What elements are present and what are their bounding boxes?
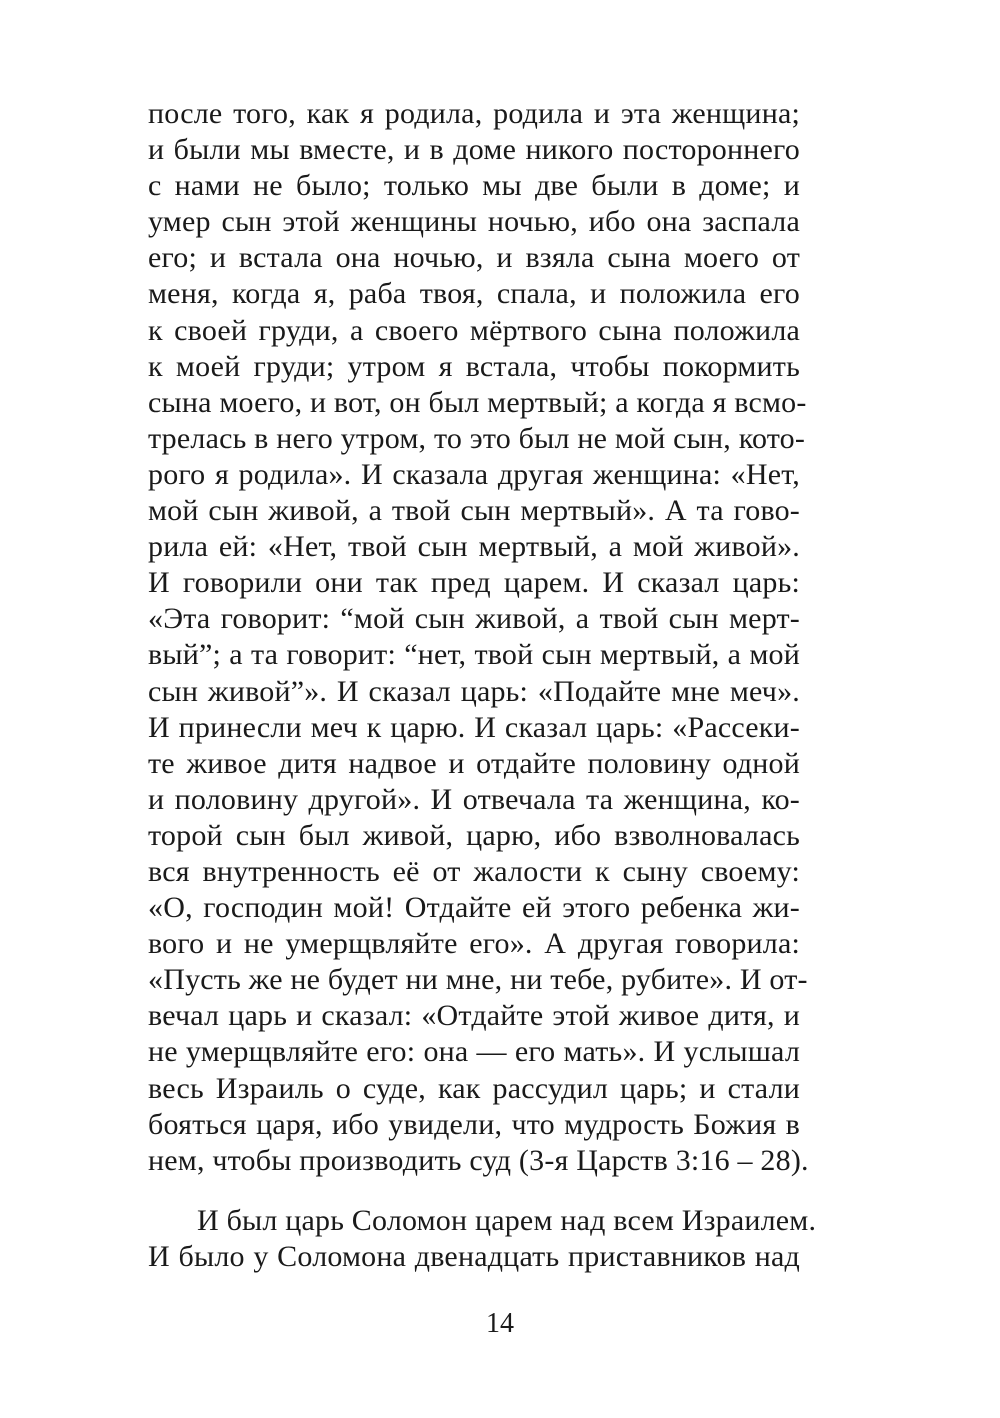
text-line: и половину другой». И отвечала та женщина, ко-: [148, 782, 800, 816]
text-line: И принесли меч к царю. И сказал царь: «Рассеки-: [148, 710, 800, 744]
text-line: вечал царь и сказал: «Отдайте этой живое дитя, и: [148, 999, 800, 1033]
text-line: вся внутренность её от жалости к сыну своему:: [148, 854, 800, 888]
text-line: весь Израиль о суде, как рассудил царь; и стали: [148, 1071, 800, 1105]
text-line: рила ей: «Нет, твой сын мертвый, а мой живой».: [148, 530, 800, 564]
text-line: мой сын живой, а твой сын мертвый». А та гово-: [148, 494, 800, 528]
text-line: «О, господин мой! Отдайте ей этого ребенка жи-: [148, 891, 800, 925]
page-number: 14: [486, 1308, 514, 1339]
text-line: И говорили они так пред царем. И сказал царь:: [148, 566, 800, 600]
text-line: нем, чтобы производить суд (3-я Царств 3:16 – 28).: [148, 1143, 809, 1177]
text-line: бояться царя, ибо увидели, что мудрость Божия в: [148, 1107, 800, 1141]
text-line: «Пусть же не будет ни мне, ни тебе, рубите». И от-: [148, 963, 808, 997]
text-line: вый”; а та говорит: “нет, твой сын мертвый, а мой: [148, 638, 800, 672]
text-line: меня, когда я, раба твоя, спала, и положила его: [148, 277, 800, 311]
text-line: сын живой”». И сказал царь: «Подайте мне меч».: [148, 674, 800, 708]
text-line: трелась в него утром, то это был не мой сын, кото-: [148, 421, 806, 455]
text-line: те живое дитя надвое и отдайте половину одной: [148, 746, 800, 780]
text-line: с нами не было; только мы две были в доме; и: [148, 169, 800, 203]
text-line: И было у Соломона двенадцать приставников над: [148, 1240, 800, 1274]
text-line: к моей груди; утром я встала, чтобы покормить: [148, 349, 800, 383]
text-line: его; и встала она ночью, и взяла сына моего от: [148, 241, 800, 275]
text-line: не умерщвляйте его: она — его мать». И услышал: [148, 1035, 800, 1069]
text-line: «Эта говорит: “мой сын живой, а твой сын мерт-: [148, 602, 800, 636]
body-paragraph-next: [148, 1203, 817, 1275]
text-line: рого я родила». И сказала другая женщина: «Нет,: [148, 457, 800, 491]
text-line: умер сын этой женщины ночью, ибо она заспала: [148, 205, 800, 239]
text-line: после того, как я родила, родила и эта женщина;: [148, 97, 800, 130]
text-line: и были мы вместе, и в доме никого постороннего: [148, 133, 800, 167]
text-line: И был царь Соломон царем над всем Израилем.: [197, 1204, 817, 1237]
text-line: к своей груди, а своего мёртвого сына положила: [148, 313, 800, 347]
body-paragraph: [148, 96, 809, 1179]
text-line: сына моего, и вот, он был мертвый; а когда я всмо-: [148, 385, 807, 419]
text-line: торой сын был живой, царю, ибо взволновалась: [148, 818, 800, 852]
text-line: вого и не умерщвляйте его». А другая говорила:: [148, 927, 800, 961]
